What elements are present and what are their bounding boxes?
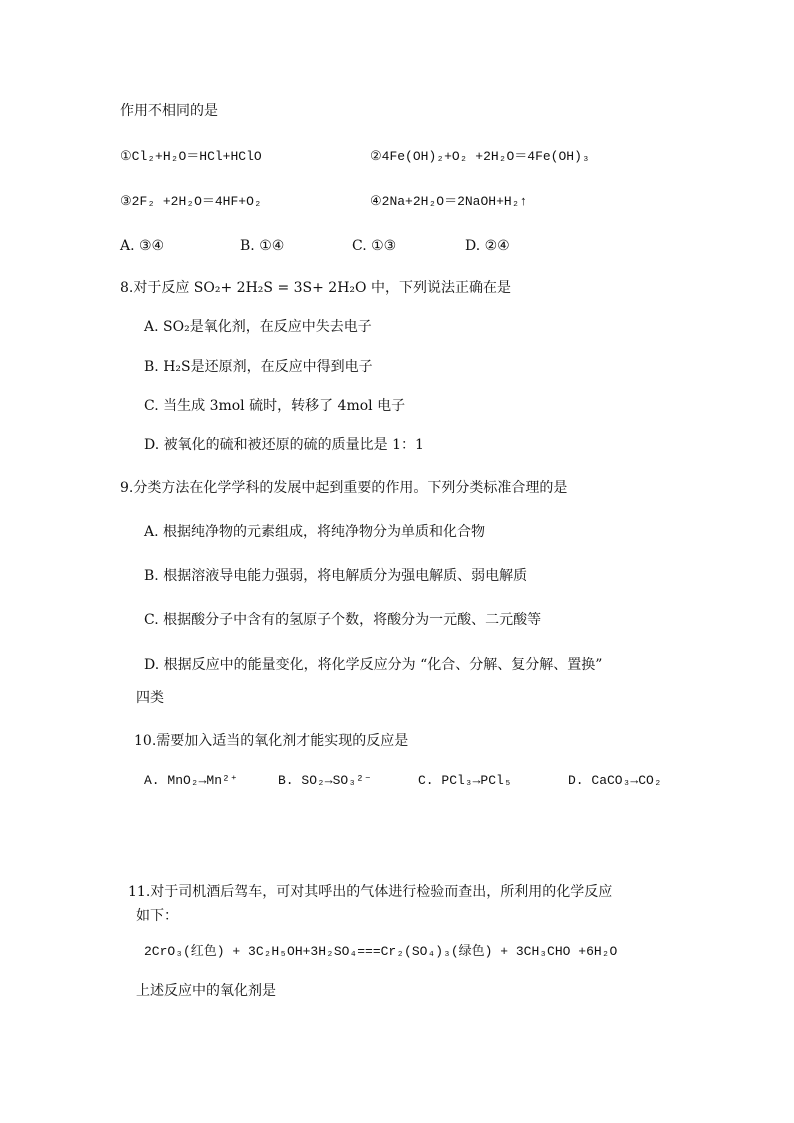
q9-option-b: B. 根据溶液导电能力强弱，将电解质分为强电解质、弱电解质 (144, 568, 528, 584)
q9-option-d-line1: D. 根据反应中的能量变化，将化学反应分为 “化合、分解、复分解、置换” (144, 657, 603, 673)
q7-option-a: A. ③④ (120, 238, 165, 254)
q10-stem: 10.需要加入适当的氧化剂才能实现的反应是 (134, 733, 409, 749)
q11-stem-line2: 如下： (136, 908, 178, 924)
q9-option-a: A. 根据纯净物的元素组成，将纯净物分为单质和化合物 (144, 524, 486, 540)
q9-option-c: C. 根据酸分子中含有的氢原子个数，将酸分为一元酸、二元酸等 (144, 612, 542, 628)
q10-option-c: C. PCl₃→PCl₅ (418, 773, 512, 788)
q7-reaction-3: ③2F₂ +2H₂O＝4HF+O₂ (120, 194, 262, 209)
q11-equation: 2CrO₃(红色) + 3C₂H₅OH+3H₂SO₄===Cr₂(SO₄)₃(绿色) + 3CH₃CHO +6H₂O (144, 944, 618, 959)
q8-stem: 8.对于反应 SO₂+ 2H₂S = 3S+ 2H₂O 中，下列说法正确在是 (120, 280, 511, 296)
q7-option-c: C. ①③ (352, 238, 397, 254)
q9-stem: 9.分类方法在化学学科的发展中起到重要的作用。下列分类标准合理的是 (120, 480, 568, 496)
q8-option-d: D. 被氧化的硫和被还原的硫的质量比是 1：1 (144, 437, 424, 453)
q11-stem-line1: 11.对于司机酒后驾车，可对其呼出的气体进行检验而查出，所利用的化学反应 (128, 884, 613, 900)
q10-option-a: A. MnO₂→Mn²⁺ (144, 773, 238, 788)
q8-option-a: A. SO₂是氧化剂，在反应中失去电子 (144, 319, 372, 335)
q7-option-d: D. ②④ (465, 238, 510, 254)
q11-question: 上述反应中的氧化剂是 (136, 983, 276, 999)
q7-reaction-4: ④2Na+2H₂O＝2NaOH+H₂↑ (370, 194, 528, 209)
q7-tail: 作用不相同的是 (120, 103, 218, 119)
q8-option-b: B. H₂S是还原剂，在反应中得到电子 (144, 359, 373, 375)
q8-option-c: C. 当生成 3mol 硫时，转移了 4mol 电子 (144, 398, 406, 414)
q10-option-b: B. SO₂→SO₃²⁻ (278, 773, 372, 788)
q7-reaction-1: ①Cl₂+H₂O＝HCl+HClO (120, 149, 262, 164)
q7-option-b: B. ①④ (240, 238, 285, 254)
q9-option-d-line2: 四类 (136, 690, 164, 706)
q10-option-d: D. CaCO₃→CO₂ (568, 773, 662, 788)
q7-reaction-2: ②4Fe(OH)₂+O₂ +2H₂O＝4Fe(OH)₃ (370, 149, 590, 164)
